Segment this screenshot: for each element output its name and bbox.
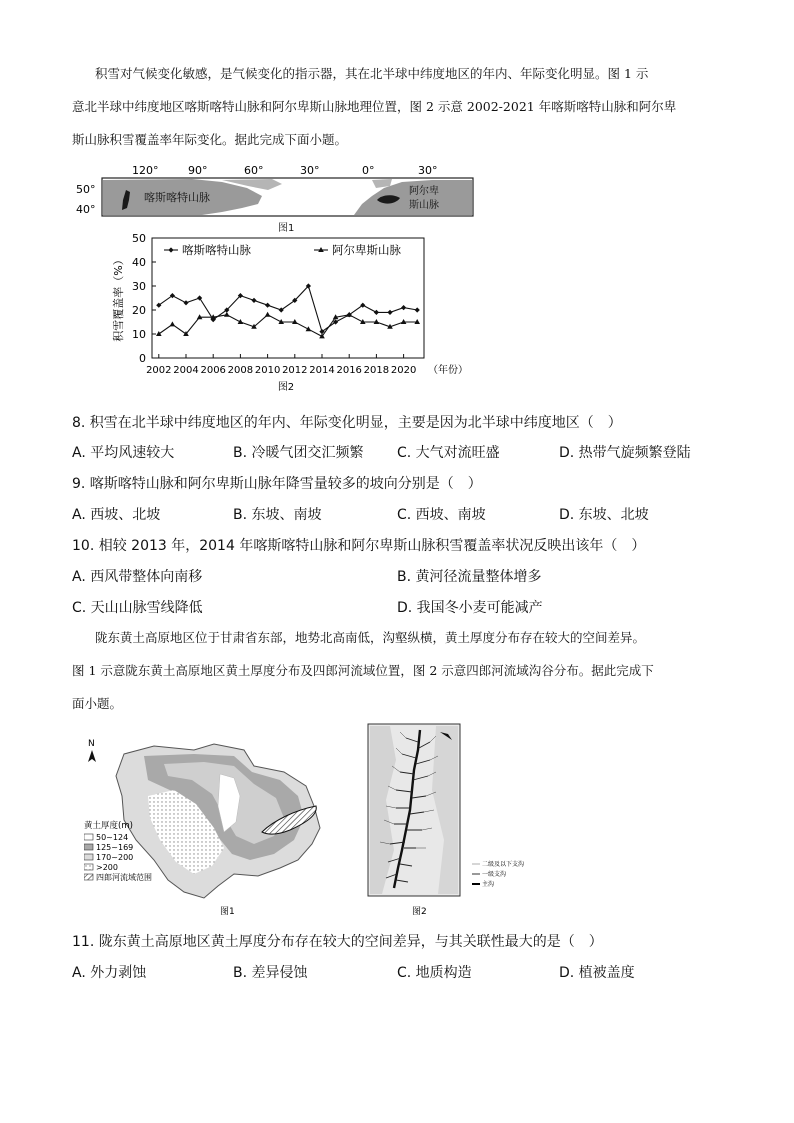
intro1-line2: 意北半球中纬度地区喀斯喀特山脉和阿尔卑斯山脉地理位置，图 2 示意 2002-2021 年喀斯喀特山脉和阿尔卑 bbox=[72, 99, 677, 114]
x-tick-label: 2012 bbox=[282, 365, 308, 376]
legend-title: 黄土厚度(m) bbox=[84, 821, 133, 831]
legend-item: 125~169 bbox=[96, 843, 134, 852]
data-point bbox=[374, 310, 379, 315]
data-point bbox=[224, 312, 230, 317]
intro2-line1: 陇东黄土高原地区位于甘肃省东部，地势北高南低，沟壑纵横，黄土厚度分布存在较大的空间差异。 bbox=[95, 630, 646, 645]
q9-option-a[interactable]: A. 西坡、北坡 bbox=[72, 507, 161, 523]
q10-option-d[interactable]: D. 我国冬小麦可能减产 bbox=[397, 600, 543, 616]
gully-legend-item: 二级及以下支沟 bbox=[482, 861, 525, 868]
y-tick-label: 40 bbox=[132, 256, 146, 269]
q8-option-a[interactable]: A. 平均风速较大 bbox=[72, 445, 175, 461]
figure-1-caption: 图1 bbox=[278, 223, 295, 234]
legend-label: 阿尔卑斯山脉 bbox=[332, 243, 401, 257]
lon-label: 60° bbox=[244, 164, 264, 177]
intro1-line1: 积雪对气候变化敏感，是气候变化的指示器，其在北半球中纬度地区的年内、年际变化明显。图 1 示 bbox=[95, 66, 649, 81]
alps-label-1: 阿尔卑 bbox=[409, 186, 439, 197]
x-axis-unit: （年份） bbox=[428, 365, 468, 376]
north-arrow-label: N bbox=[88, 739, 95, 749]
x-tick-label: 2008 bbox=[227, 365, 254, 376]
legend-item: 四郎河流域范围 bbox=[96, 873, 152, 882]
gully-distribution-map bbox=[366, 720, 566, 920]
q9-option-b[interactable]: B. 东坡、南坡 bbox=[233, 507, 322, 523]
x-tick-label: 2004 bbox=[173, 365, 199, 376]
series-line-1 bbox=[159, 286, 417, 332]
lat-label: 40° bbox=[76, 203, 96, 216]
data-point bbox=[170, 321, 176, 326]
intro2-line3: 面小题。 bbox=[72, 696, 123, 711]
gully-legend-item: 一级支沟 bbox=[482, 871, 507, 878]
fig2a-caption: 图1 bbox=[220, 907, 235, 917]
data-point bbox=[265, 312, 271, 317]
q11-option-b[interactable]: B. 差异侵蚀 bbox=[233, 965, 308, 981]
intro1-line3: 斯山脉积雪覆盖率年际变化。据此完成下面小题。 bbox=[72, 132, 348, 147]
intro2-line2: 图 1 示意陇东黄土高原地区黄土厚度分布及四郎河流域位置，图 2 示意四郎河流域沟谷分布。据此完成下 bbox=[72, 663, 654, 678]
q8-option-d[interactable]: D. 热带气旋频繁登陆 bbox=[559, 445, 691, 461]
data-point bbox=[183, 300, 188, 305]
question-10-stem: 10. 相较 2013 年，2014 年喀斯喀特山脉和阿尔卑斯山脉积雪覆盖率状况反映出该年（ ） bbox=[72, 538, 646, 554]
lon-label: 90° bbox=[188, 164, 208, 177]
data-point bbox=[265, 303, 270, 308]
legend-label: 喀斯喀特山脉 bbox=[182, 243, 251, 257]
question-8-stem: 8. 积雪在北半球中纬度地区的年内、年际变化明显，主要是因为北半球中纬度地区（ ） bbox=[72, 415, 622, 431]
data-point bbox=[251, 298, 256, 303]
x-tick-label: 2020 bbox=[390, 365, 417, 376]
legend-marker bbox=[168, 247, 173, 252]
y-tick-label: 50 bbox=[132, 232, 146, 245]
data-point bbox=[401, 305, 406, 310]
lat-label: 50° bbox=[76, 183, 96, 196]
figure-1-location-map bbox=[72, 160, 492, 236]
lon-label: 120° bbox=[132, 164, 159, 177]
y-tick-label: 30 bbox=[132, 280, 146, 293]
legend-item: 170~200 bbox=[96, 853, 134, 862]
cascade-label: 喀斯喀特山脉 bbox=[144, 191, 210, 204]
data-point bbox=[156, 331, 162, 336]
q11-option-d[interactable]: D. 植被盖度 bbox=[559, 965, 635, 981]
lon-label: 0° bbox=[362, 164, 375, 177]
y-axis-label: 积雪覆盖率（%） bbox=[112, 254, 125, 342]
q8-option-b[interactable]: B. 冷暖气团交汇频繁 bbox=[233, 445, 364, 461]
legend-item: >200 bbox=[96, 863, 118, 872]
north-arrow-icon bbox=[88, 750, 96, 762]
x-tick-label: 2014 bbox=[309, 365, 335, 376]
loess-thickness-map bbox=[84, 736, 344, 918]
x-tick-label: 2002 bbox=[146, 365, 172, 376]
y-tick-label: 20 bbox=[132, 304, 146, 317]
x-tick-label: 2006 bbox=[200, 365, 226, 376]
question-9-stem: 9. 喀斯喀特山脉和阿尔卑斯山脉年降雪量较多的坡向分别是（ ） bbox=[72, 476, 482, 492]
q8-option-c[interactable]: C. 大气对流旺盛 bbox=[397, 445, 500, 461]
figure-2-caption: 图2 bbox=[277, 382, 295, 393]
x-tick-label: 2016 bbox=[336, 365, 362, 376]
q11-option-c[interactable]: C. 地质构造 bbox=[397, 965, 472, 981]
data-point bbox=[415, 307, 420, 312]
q9-option-c[interactable]: C. 西坡、南坡 bbox=[397, 507, 486, 523]
q10-option-a[interactable]: A. 西风带整体向南移 bbox=[72, 569, 203, 585]
lon-label: 30° bbox=[300, 164, 320, 177]
q11-option-a[interactable]: A. 外力剥蚀 bbox=[72, 965, 147, 981]
alps-label-2: 斯山脉 bbox=[409, 200, 439, 211]
question-11-stem: 11. 陇东黄土高原地区黄土厚度分布存在较大的空间差异，与其关联性最大的是（ ） bbox=[72, 934, 603, 950]
y-tick-label: 0 bbox=[139, 352, 146, 365]
legend-item: 50~124 bbox=[96, 833, 129, 842]
q10-option-c[interactable]: C. 天山山脉雪线降低 bbox=[72, 600, 203, 616]
data-point bbox=[387, 310, 392, 315]
q10-option-b[interactable]: B. 黄河径流量整体增多 bbox=[397, 569, 542, 585]
figure-2-snow-cover-chart bbox=[110, 228, 480, 396]
q9-option-d[interactable]: D. 东坡、北坡 bbox=[559, 507, 649, 523]
data-point bbox=[197, 295, 202, 300]
x-tick-label: 2018 bbox=[363, 365, 390, 376]
gully-legend-item: 主沟 bbox=[482, 881, 495, 888]
x-tick-label: 2010 bbox=[254, 365, 281, 376]
lon-label: 30° bbox=[418, 164, 438, 177]
y-tick-label: 10 bbox=[132, 328, 146, 341]
fig2b-caption: 图2 bbox=[412, 907, 427, 917]
